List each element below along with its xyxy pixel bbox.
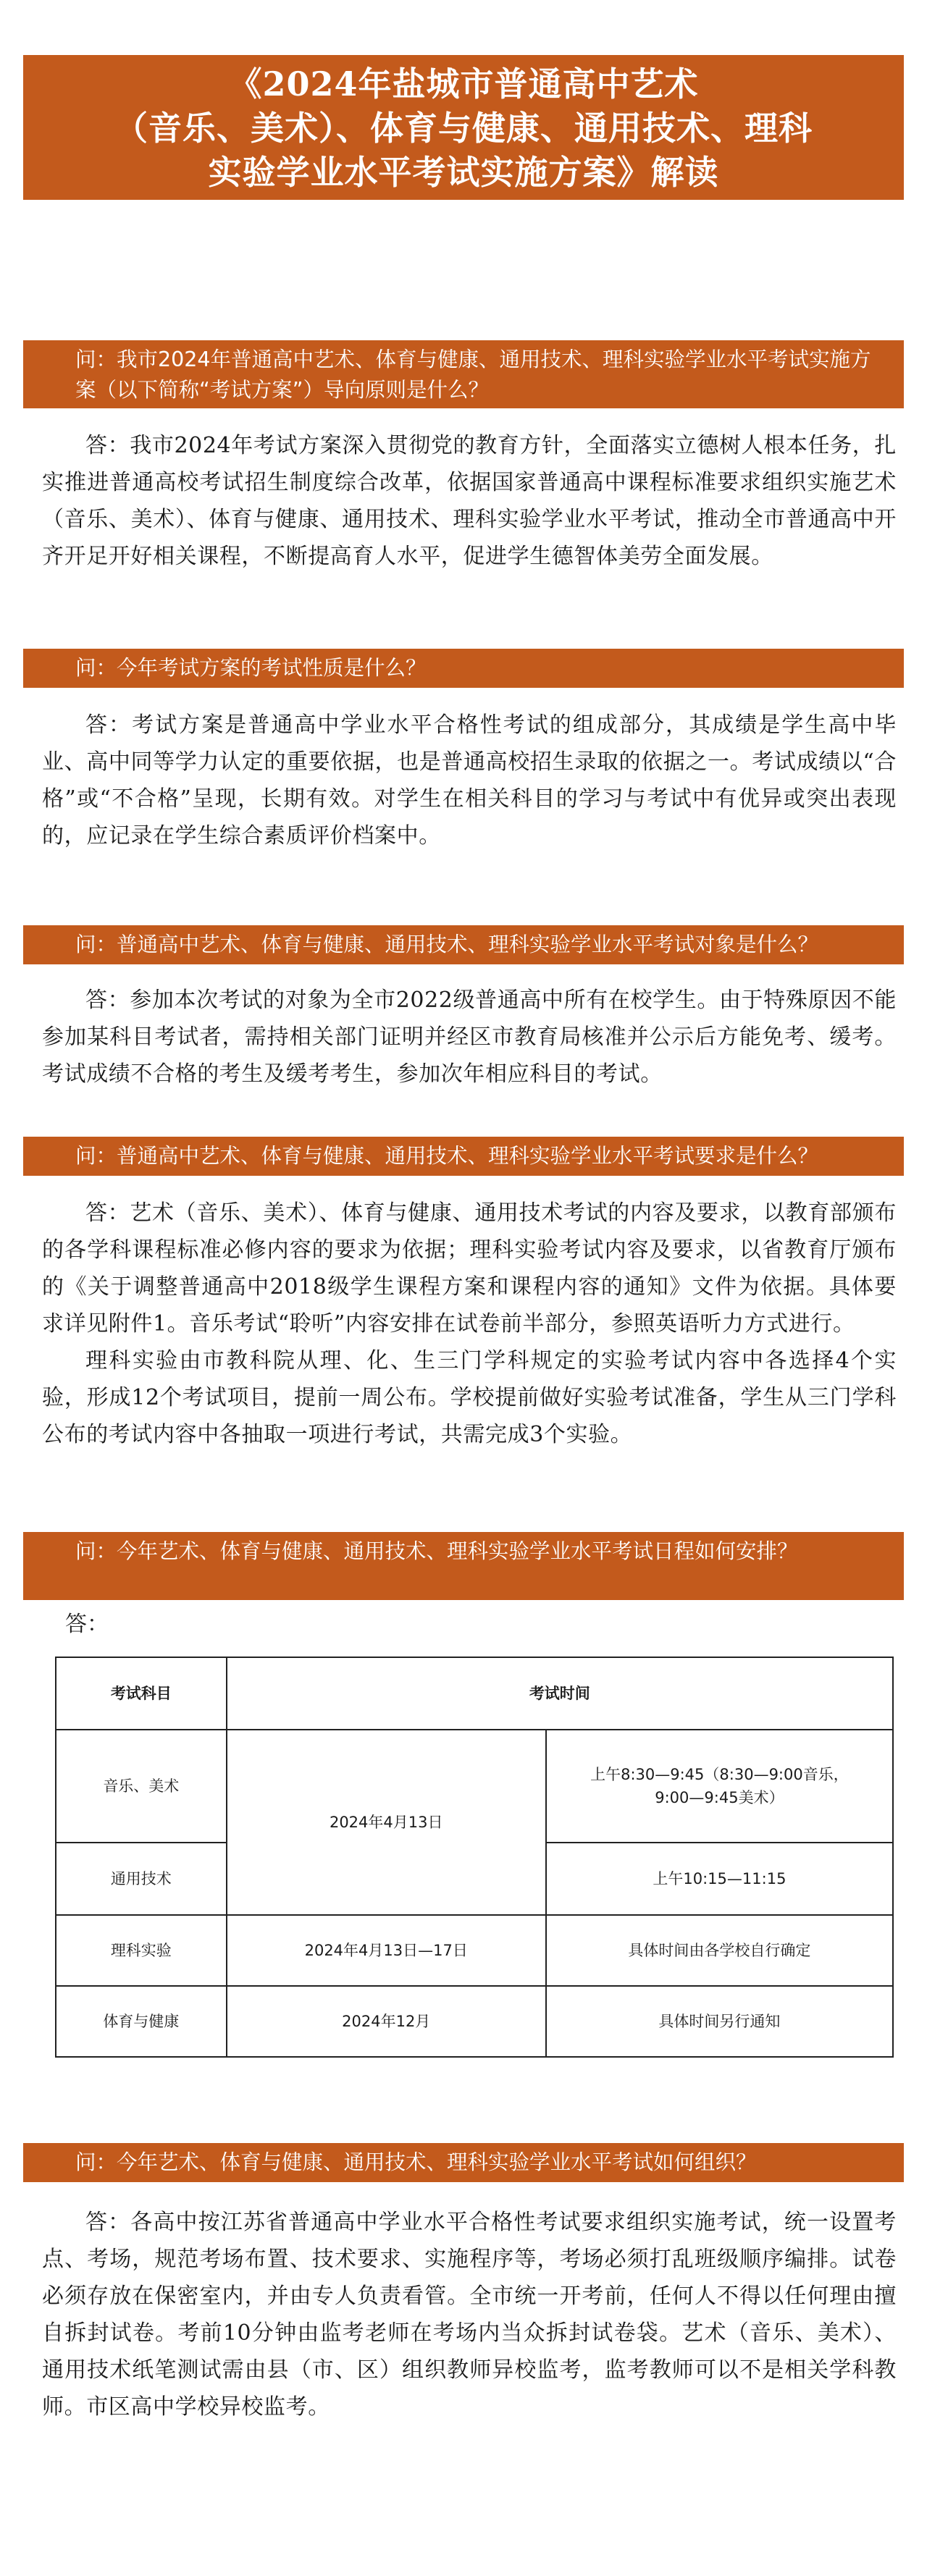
subject-science-lab: 理科实验 xyxy=(56,1915,227,1986)
date-dec: 2024年12月 xyxy=(227,1986,546,2057)
header-subject: 考试科目 xyxy=(56,1657,227,1730)
answer-4-para-1: 答：艺术（音乐、美术）、体育与健康、通用技术考试的内容及要求，以教育部颁布的各学科课程标准必修内容的要求为依据；理科实验考试内容及要求，以省教育厅颁布的《关于调整普通高中2018级学生课程方案和课程内容的通知》文件为依据。具体要求详见附件1。音乐考试“聆听”内容安排在试卷前半部分，参照英语听力方式进行。 xyxy=(42,1200,897,1337)
time-music-art-line-2: 9:00—9:45美术） xyxy=(655,1789,784,1806)
time-music-art-line-1: 上午8:30—9:45（8:30—9:00音乐， xyxy=(590,1766,849,1783)
question-1-text: 问：我市2024年普通高中艺术、体育与健康、通用技术、理科实验学业水平考试实施方案（以下简称“考试方案”）导向原则是什么？ xyxy=(75,348,871,402)
date-apr13-17: 2024年4月13日—17日 xyxy=(227,1915,546,1986)
question-6-text: 问：今年艺术、体育与健康、通用技术、理科实验学业水平考试如何组织？ xyxy=(75,2150,757,2174)
answer-5-label: 答： xyxy=(65,1612,109,1637)
question-2 xyxy=(23,649,904,688)
table-row xyxy=(56,1730,893,1843)
subject-music-art: 音乐、美术 xyxy=(56,1730,227,1843)
question-5-text: 问：今年艺术、体育与健康、通用技术、理科实验学业水平考试日程如何安排？ xyxy=(75,1539,798,1563)
time-science-lab: 具体时间由各学校自行确定 xyxy=(546,1915,893,1986)
answer-3: 答：参加本次考试的对象为全市2022级普通高中所有在校学生。由于特殊原因不能参加某科目考试者，需持相关部门证明并经区市教育局核准并公示后方能免考、缓考。考试成绩不合格的考生及缓考考生，参加次年相应科目的考试。 xyxy=(42,988,897,1087)
question-4-text: 问：普通高中艺术、体育与健康、通用技术、理科实验学业水平考试要求是什么？ xyxy=(75,1144,819,1168)
answer-2: 答：考试方案是普通高中学业水平合格性考试的组成部分，其成绩是学生高中毕业、高中同等学力认定的重要依据，也是普通高校招生录取的依据之一。考试成绩以“合格”或“不合格”呈现，长期有效。对学生在相关科目的学习与考试中有优异或突出表现的，应记录在学生综合素质评价档案中。 xyxy=(42,712,897,849)
exam-schedule-table xyxy=(55,1657,894,2058)
question-6 xyxy=(23,2143,904,2182)
subject-general-tech: 通用技术 xyxy=(56,1843,227,1915)
answer-4 xyxy=(42,1195,897,1453)
question-5 xyxy=(23,1532,904,1600)
title-line-1: 《2024年盐城市普通高中艺术 xyxy=(228,64,699,104)
answer-6: 答：各高中按江苏省普通高中学业水平合格性考试要求组织实施考试，统一设置考点、考场，规范考场布置、技术要求、实施程序等，考场必须打乱班级顺序编排。试卷必须存放在保密室内，并由专人负责看管。全市统一开考前，任何人不得以任何理由擅自拆封试卷。考前10分钟由监考老师在考场内当众拆封试卷袋。艺术（音乐、美术）、通用技术纸笔测试需由县（市、区）组织教师异校监考，监考教师可以不是相关学科教师。市区高中学校异校监考。 xyxy=(42,2210,897,2420)
table-row xyxy=(56,1915,893,1986)
title-banner xyxy=(23,55,904,200)
question-3 xyxy=(23,925,904,964)
date-apr13: 2024年4月13日 xyxy=(227,1730,546,1915)
question-4 xyxy=(23,1137,904,1176)
question-2-text: 问：今年考试方案的考试性质是什么？ xyxy=(75,656,427,680)
time-music-art xyxy=(546,1730,893,1843)
title-line-2: （音乐、美术）、体育与健康、通用技术、理科 xyxy=(114,109,813,148)
time-pe-health: 具体时间另行通知 xyxy=(546,1986,893,2057)
table-row xyxy=(56,1986,893,2057)
time-general-tech: 上午10:15—11:15 xyxy=(546,1843,893,1915)
header-time: 考试时间 xyxy=(227,1657,893,1730)
answer-1: 答：我市2024年考试方案深入贯彻党的教育方针，全面落实立德树人根本任务，扎实推进普通高校考试招生制度综合改革，依据国家普通高中课程标准要求组织实施艺术（音乐、美术）、体育与健康、通用技术、理科实验学业水平考试，推动全市普通高中开齐开足开好相关课程，不断提高育人水平，促进学生德智体美劳全面发展。 xyxy=(42,433,897,569)
question-1 xyxy=(23,340,904,408)
subject-pe-health: 体育与健康 xyxy=(56,1986,227,2057)
table-header-row xyxy=(56,1657,893,1730)
answer-4-para-2: 理科实验由市教科院从理、化、生三门学科规定的实验考试内容中各选择4个实验，形成12个考试项目，提前一周公布。学校提前做好实验考试准备，学生从三门学科公布的考试内容中各抽取一项进行考试，共需完成3个实验。 xyxy=(42,1348,897,1447)
title-line-3: 实验学业水平考试实施方案》解读 xyxy=(208,153,719,192)
question-3-text: 问：普通高中艺术、体育与健康、通用技术、理科实验学业水平考试对象是什么？ xyxy=(75,933,819,956)
